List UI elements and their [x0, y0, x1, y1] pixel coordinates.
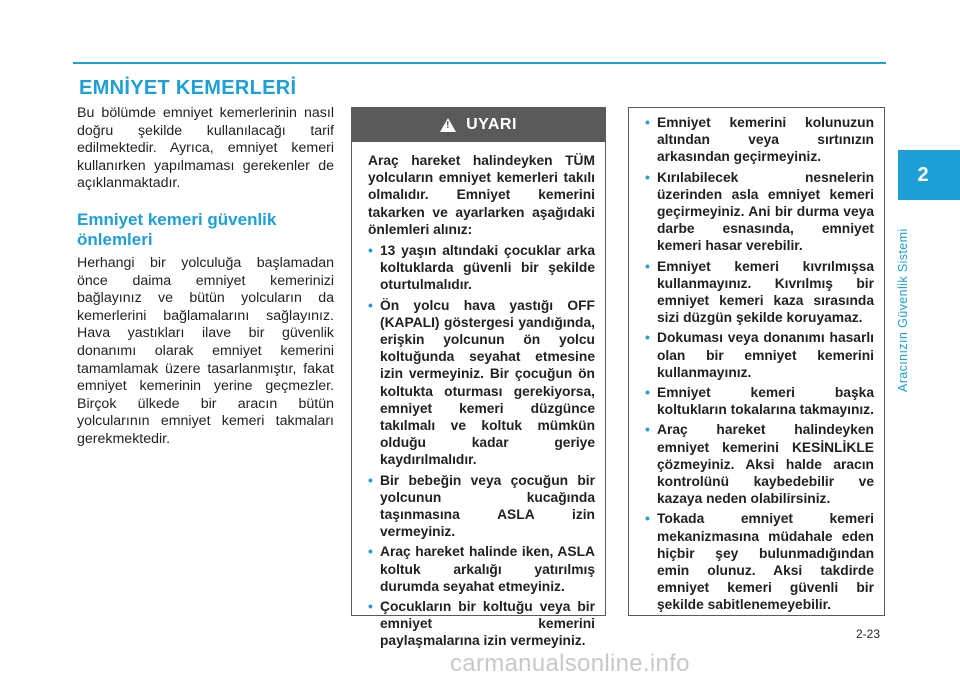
warning-item: • Bir bebeğin veya çocuğun bir yolcunun kucağında taşınmasına ASLA izin vermeyiniz.	[368, 471, 595, 540]
bullet-icon: •	[368, 471, 373, 488]
warning-item: • Ön yolcu hava yastığı OFF (KAPALI) göstergesi yandığında, erişkin yolcunun ön yolcu koltuğunda seyahat etmesine izin vermeyiniz. Bir çocuğun ön koltukta oturması gerekiyorsa, emniyet kemeri düzgünce takılmalı ve koltuk mümkün olduğu kadar geriye kaydırılmalıdır.	[368, 296, 595, 468]
warning-item: • Tokada emniyet kemeri mekanizmasına müdahale eden hiçbir şey bulunmadığından emin olunuz. Aksi takdirde emniyet kemeri güvenli bir şekilde sabitlenemeyebilir.	[645, 510, 874, 613]
warning-item: • Araç hareket halinde iken, ASLA koltuk arkalığı yatırılmış durumda seyahat etmeyiniz.	[368, 543, 595, 594]
warning-triangle-icon	[440, 118, 456, 132]
bullet-icon: •	[645, 114, 650, 130]
intro-paragraph: Bu bölümde emniyet kemerlerinin nasıl doğru şekilde kullanılacağı tarif edilmektedir. Ayrıca, emniyet kemeri kullanırken yapılmaması gerekenler de açıklanmaktadır.	[77, 105, 334, 192]
bullet-icon: •	[368, 242, 373, 259]
bullet-icon: •	[645, 384, 650, 401]
warning-item: • 13 yaşın altındaki çocuklar arka koltuklarda güvenli bir şekilde oturtulmalıdır.	[368, 242, 595, 293]
page-number: 2-23	[856, 627, 881, 641]
warning-item: • Emniyet kemeri kıvrılmışsa kullanmayınız. Kıvrılmış bir emniyet kemeri kaza sırasında sizi düzgün şekilde koruyamaz.	[645, 257, 874, 326]
warning-list	[368, 242, 595, 650]
bullet-icon: •	[645, 168, 650, 185]
bullet-icon: •	[645, 329, 650, 346]
warning-body	[352, 142, 605, 650]
bullet-icon: •	[368, 296, 373, 313]
warning-header	[352, 108, 605, 142]
warning-intro: Araç hareket halindeyken TÜM yolcuların emniyet kemerleri takılı olmalıdır. Emniyet kemerini takarken ve ayarlarken aşağıdaki önlemleri alınız:	[368, 153, 595, 237]
warning-item: • Araç hareket halindeyken emniyet kemerini KESİNLİKLE çözmeyiniz. Aksi halde aracın kontrolünü kaybedebilir ve kazaya neden olabilirsiniz.	[645, 421, 874, 507]
warning-item: • Emniyet kemeri başka koltukların tokalarına takmayınız.	[645, 384, 874, 418]
warning-item: • Kırılabilecek nesnelerin üzerinden asla emniyet kemeri geçirmeyiniz. Ani bir durma veya darbe esnasında, emniyet kemeri hasar verebilir.	[645, 168, 874, 254]
warning-header-label: UYARI	[466, 116, 517, 133]
warning-continued-body	[629, 108, 884, 614]
bullet-icon: •	[645, 421, 650, 438]
warning-item: • Dokuması veya donanımı hasarlı olan bir emniyet kemerini kullanmayınız.	[645, 329, 874, 380]
top-rule	[73, 62, 886, 64]
chapter-side-label: Aracınızın Güvenlik Sistemi	[896, 228, 910, 392]
watermark: carmanualsonline.info	[450, 650, 690, 677]
bullet-icon: •	[368, 598, 373, 615]
bullet-icon: •	[368, 543, 373, 560]
body-paragraph: Herhangi bir yolculuğa başlamadan önce daima emniyet kemerinizi bağlayınız ve bütün yolcuların da kemerlerini bağlamalarını sağlayınız. Hava yastıkları ilave bir güvenlik donanımı olarak emniyet kemerini tamamlamak üzere tasarlanmıştır, fakat emniyet kemerinin yerine geçmezler. Birçok ülkede bir aracın bütün yolcularının emniyet kemeri takmaları gerekmektedir.	[77, 255, 334, 447]
bullet-icon: •	[645, 510, 650, 527]
warning-item: • Emniyet kemerini kolunuzun altından veya sırtınızın arkasından geçirmeyiniz.	[645, 114, 874, 165]
subsection-heading: Emniyet kemeri güvenlik önlemleri	[77, 210, 277, 249]
warning-box	[351, 107, 606, 649]
warning-continued-list	[645, 114, 874, 614]
warning-item: • Çocukların bir koltuğu veya bir emniyet kemerini paylaşmalarına izin vermeyiniz.	[368, 598, 595, 649]
warning-continued-box	[628, 107, 885, 616]
chapter-tab: 2	[898, 150, 960, 200]
bullet-icon: •	[645, 257, 650, 274]
section-title: EMNİYET KEMERLERİ	[79, 77, 297, 99]
